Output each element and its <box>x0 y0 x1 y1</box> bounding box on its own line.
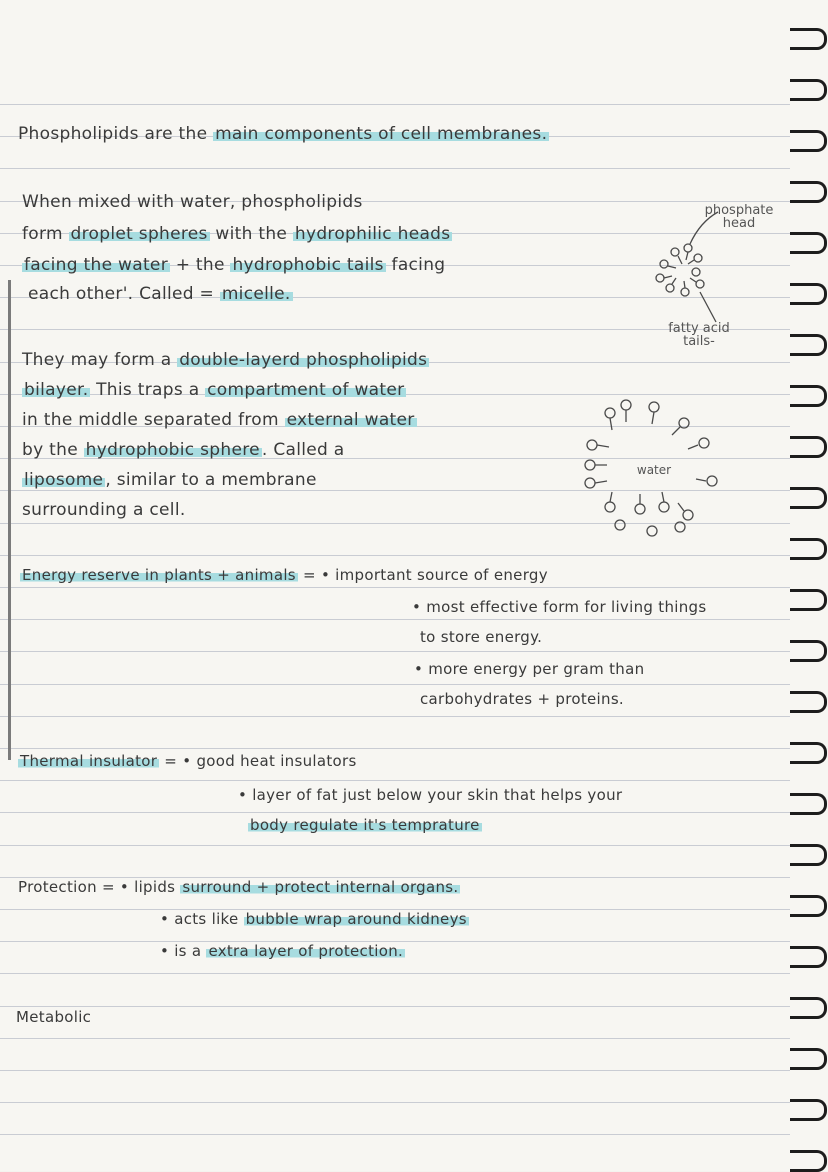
metabolic-heading: Metabolic <box>16 1008 92 1026</box>
energy-line-5: carbohydrates + proteins. <box>420 690 625 708</box>
ruled-line <box>0 780 790 781</box>
protection-line-1 <box>18 878 460 896</box>
spiral-ring <box>790 1150 827 1172</box>
ruled-line <box>0 1134 790 1135</box>
ruled-line <box>0 587 790 588</box>
liposome-l1-a: They may form a <box>22 350 178 370</box>
micelle-l2-b: with the <box>209 224 293 244</box>
ruled-line <box>0 168 790 169</box>
liposome-l2-b: This traps a <box>90 380 206 400</box>
ruled-line <box>0 104 790 105</box>
spiral-ring <box>790 691 827 713</box>
liposome-l1-hl: double-layerd phospholipids <box>179 350 428 370</box>
ruled-line <box>0 845 790 846</box>
spiral-ring <box>790 844 827 866</box>
intro-highlight: main components of cell membranes. <box>215 124 548 144</box>
liposome-l5-b: , similar to a membrane <box>105 470 317 490</box>
spiral-ring <box>790 1099 827 1121</box>
spiral-ring <box>790 640 827 662</box>
energy-l1-c: • important source of energy <box>320 566 548 584</box>
liposome-line-4 <box>22 440 345 460</box>
ruled-line <box>0 973 790 974</box>
micelle-line-2 <box>22 224 452 244</box>
water-label: water <box>636 463 672 477</box>
ruled-line <box>0 716 790 717</box>
micelle-l3-c: facing <box>385 255 446 275</box>
micelle-l3-hl: facing the water <box>24 255 168 275</box>
spiral-ring <box>790 232 827 254</box>
micelle-line-4 <box>28 284 293 304</box>
fatty-acid-tails-label: fatty acid tails- <box>668 321 730 349</box>
energy-line-4: • more energy per gram than <box>414 660 645 678</box>
energy-line-1 <box>20 566 548 584</box>
liposome-l2-hl: bilayer. <box>24 380 89 400</box>
thermal-l3-hl: body regulate it's temprature <box>250 816 480 834</box>
spiral-ring <box>790 436 827 458</box>
spiral-ring <box>790 997 827 1019</box>
protection-l1-hl: surround + protect internal organs. <box>182 878 459 896</box>
spiral-ring <box>790 79 827 101</box>
micelle-l3-b: + the <box>169 255 231 275</box>
margin-line <box>8 280 11 760</box>
thermal-line-3 <box>248 816 482 834</box>
intro-prefix: Phospholipids are the <box>18 124 214 144</box>
micelle-l3-hl2: hydrophobic tails <box>232 255 384 275</box>
thermal-l1-b: = • good heat insulators <box>159 752 357 770</box>
spiral-binding <box>790 0 828 1171</box>
energy-line-2: • most effective form for living things <box>412 598 707 616</box>
micelle-line-3 <box>22 255 445 275</box>
thermal-l1-hl: Thermal insulator <box>20 752 158 770</box>
liposome-l2-hl2: compartment of water <box>207 380 405 400</box>
micelle-l2-a: form <box>22 224 69 244</box>
spiral-ring <box>790 1048 827 1070</box>
energy-l1-b: = <box>297 566 321 584</box>
ruled-line <box>0 619 790 620</box>
ruled-line <box>0 1102 790 1103</box>
spiral-ring <box>790 334 827 356</box>
ruled-line <box>0 1006 790 1007</box>
liposome-line-2 <box>22 380 406 400</box>
ruled-line <box>0 1038 790 1039</box>
ruled-line <box>0 748 790 749</box>
spiral-ring <box>790 742 827 764</box>
liposome-l5-hl: liposome <box>24 470 104 490</box>
protection-l2-a: • acts like <box>160 910 244 928</box>
ruled-line <box>0 651 790 652</box>
micelle-l2-hl2: hydrophilic heads <box>294 224 451 244</box>
liposome-line-6: surrounding a cell. <box>22 500 186 520</box>
ruled-line <box>0 812 790 813</box>
ruled-line <box>0 684 790 685</box>
protection-line-2 <box>160 910 469 928</box>
protection-l1-a: Protection = • lipids <box>18 878 181 896</box>
liposome-l4-hl: hydrophobic sphere <box>85 440 260 460</box>
phosphate-head-label: phosphate head <box>704 203 774 231</box>
protection-l2-hl: bubble wrap around kidneys <box>245 910 467 928</box>
spiral-ring <box>790 589 827 611</box>
ruled-line <box>0 1070 790 1071</box>
spiral-ring <box>790 793 827 815</box>
liposome-line-1 <box>22 350 429 370</box>
micelle-line-1: When mixed with water, phospholipids <box>22 192 363 212</box>
protection-l3-a: • is a <box>160 942 207 960</box>
thermal-line-1 <box>18 752 357 770</box>
liposome-l3-a: in the middle separated from <box>22 410 285 430</box>
spiral-ring <box>790 538 827 560</box>
liposome-line-3 <box>22 410 417 430</box>
spiral-ring <box>790 946 827 968</box>
protection-line-3 <box>160 942 405 960</box>
intro-line <box>18 124 549 144</box>
spiral-ring <box>790 181 827 203</box>
liposome-l3-hl: external water <box>286 410 415 430</box>
spiral-ring <box>790 895 827 917</box>
spiral-ring <box>790 130 827 152</box>
spiral-ring <box>790 283 827 305</box>
liposome-l4-b: . Called a <box>261 440 345 460</box>
micelle-l4-hl: micelle. <box>221 284 291 304</box>
liposome-line-5 <box>22 470 317 490</box>
liposome-l4-a: by the <box>22 440 84 460</box>
micelle-l2-hl: droplet spheres <box>70 224 208 244</box>
spiral-ring <box>790 487 827 509</box>
micelle-l4-a: each other'. Called = <box>28 284 220 304</box>
energy-l1-hl: Energy reserve in plants + animals <box>22 566 296 584</box>
spiral-ring <box>790 28 827 50</box>
energy-line-3: to store energy. <box>420 628 543 646</box>
ruled-line <box>0 555 790 556</box>
thermal-line-2: • layer of fat just below your skin that helps your <box>238 786 623 804</box>
protection-l3-hl: extra layer of protection. <box>208 942 404 960</box>
spiral-ring <box>790 385 827 407</box>
